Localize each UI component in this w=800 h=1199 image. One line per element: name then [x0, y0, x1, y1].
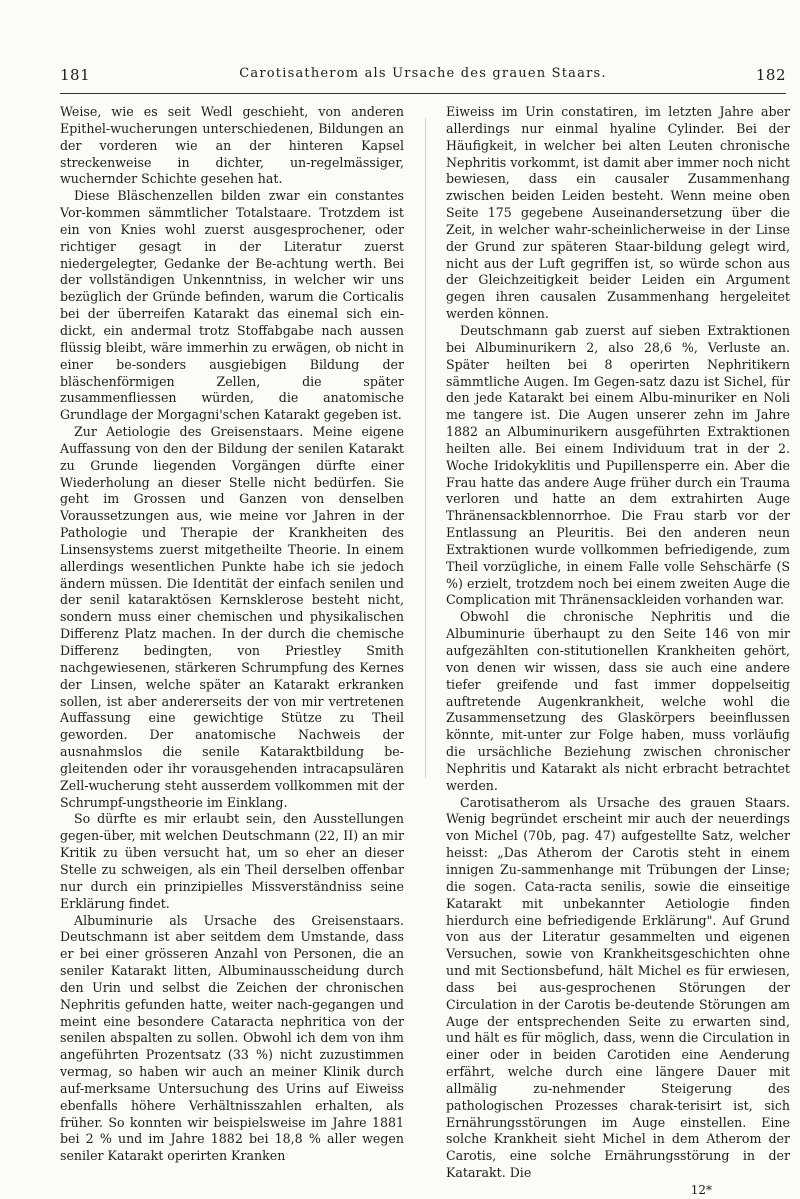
left-column [60, 104, 404, 1165]
paragraph: So dürfte es mir erlaubt sein, den Ausstellungen gegen-über, mit welchen Deutschmann (22, II) an mir Kritik zu üben versucht hat, um so eher an dieser Stelle zu schweigen, als ein Theil derselben offenbar nur durch ein prinzipielles Missverständniss seine Erklärung findet. [60, 811, 404, 911]
page-number-left: 181 [60, 66, 91, 84]
paragraph: Diese Bläschenzellen bilden zwar ein constantes Vor-kommen sämmtlicher Totalstaare. Trotzdem ist ein von Knies wohl zuerst ausgesprochener, oder richtiger gesagt in der Literatur zuerst niedergelegter, Gedanke der Be-achtung werth. Bei der vollständigen Unkenntniss, in welcher wir uns bezüglich der Gründe befinden, warum die Corticalis bei der überreifen Katarakt das einemal sich ein-dickt, ein andermal trotz Stoffabgabe nach aussen flüssig bleibt, wäre immerhin zu erwägen, ob nicht in einer be-sonders ausgiebigen Bildung der bläschenförmigen Zellen, die später zusammenfliessen würden, die anatomische Grundlage der Morgagni'schen Katarakt gegeben ist. [60, 188, 404, 423]
paragraph: Zur Aetiologie des Greisenstaars. Meine eigene Auffassung von den der Bildung der senilen Katarakt zu Grunde liegenden Vorgängen dürfte einer Wiederholung an dieser Stelle nicht bedürfen. Sie geht im Grossen und Ganzen von denselben Voraussetzungen aus, wie meine vor Jahren in der Pathologie und Therapie der Krankheiten des Linsensystems zuerst mitgetheilte Theorie. In einem allerdings wesentlichen Punkte habe ich sie jedoch ändern müssen. Die Identität der einfach senilen und der senil kataraktösen Kernsklerose besteht nicht, sondern muss einer chemischen und physikalischen Differenz Platz machen. In der durch die chemische Differenz bedingten, von Priestley Smith nachgewiesenen, stärkeren Schrumpfung des Kernes der Linsen, welche später an Katarakt erkranken sollen, ist aber andererseits der von mir vertretenen Auffassung eine gewichtige Stütze zu Theil geworden. Der anatomische Nachweis der ausnahmslos die senile Kataraktbildung be-gleitenden oder ihr vorausgehenden intracapsulären Zell-wucherung steht ausserdem vollkommen mit der Schrumpf-ungstheorie im Einklang. [60, 424, 404, 810]
paragraph: Carotisatherom als Ursache des grauen Staars. Wenig begründet erscheint mir auch der neuerdings von Michel (70b, pag. 47) aufgestellte Satz, welcher heisst: „Das Atherom der Carotis steht in einem innigen Zu-sammenhange mit Trübungen der Linse; die sogen. Cata-racta senilis, sowie die einseitige Katarakt mit unbekannter Aetiologie finden hierdurch eine befriedigende Erklärung". Auf Grund von aus der Literatur gesammelten und eigenen Versuchen, sowie von Krankheitsgeschichten ohne und mit Sectionsbefund, hält Michel es für erwiesen, dass bei aus-gesprochenen Störungen der Circulation in der Carotis be-deutende Störungen am Auge der entsprechenden Seite zu erwarten sind, und hält es für möglich, dass, wenn die Circulation in einer oder in beiden Carotiden eine Aenderung erfährt, welche durch eine längere Dauer mit allmälig zu-nehmender Steigerung des pathologischen Prozesses charak-terisirt ist, sich Ernährungsstörungen im Auge einstellen. Eine solche Krankheit sieht Michel in dem Atherom der Carotis, eine solche Ernährungsstörung in der Katarakt. Die [446, 794, 790, 1181]
running-header [60, 66, 786, 92]
paragraph: Deutschmann gab zuerst auf sieben Extraktionen bei Albuminurikern 2, also 28,6 %, Verluste an. Später heilten bei 8 operirten Nephritikern sämmtliche Augen. Im Gegen-satz dazu ist Sichel, für den jede Katarakt bei einem Albu-minuriker en Noli me tangere ist. Die Augen unserer zehn im Jahre 1882 an Albuminurikern ausgeführten Extraktionen heilten alle. Bei einem Individuum trat in der 2. Woche Iridokyklitis und Pupillensperre ein. Aber die Frau hatte das andere Auge früher durch ein Trauma verloren und hatte an dem extrahirten Auge Thränensackblennorrhoe. Die Frau starb vor der Entlassung an Pleuritis. Bei den anderen neun Extraktionen wurde vollkommen befriedigende, zum Theil vorzügliche, in einem Falle volle Sehschärfe (S %) erzielt, trotzdem noch bei einem zweiten Auge die Complication mit Thränensackleiden vorhanden war. [446, 322, 790, 608]
paragraph: Albuminurie als Ursache des Greisenstaars. Deutschmann ist aber seitdem dem Umstande, dass er bei einer grösseren Anzahl von Personen, die an seniler Katarakt litten, Albuminausscheidung durch den Urin und selbst die Zeichen der chronischen Nephritis gefunden hatte, weiter nach-gegangen und meint eine besondere Cataracta nephritica von der senilen abspalten zu sollen. Obwohl ich dem von ihm angeführten Prozentsatz (33 %) nicht zuzustimmen vermag, so haben wir auch an meiner Klinik durch auf-merksame Untersuchung des Urins auf Eiweiss ebenfalls höhere Verhältnisszahlen erhalten, als früher. So konnten wir beispielsweise im Jahre 1881 bei 2 % und im Jahre 1882 bei 18,8 % aller wegen seniler Katarakt operirten Kranken [60, 912, 404, 1164]
paragraph: Eiweiss im Urin constatiren, im letzten Jahre aber allerdings nur einmal hyaline Cylinder. Bei der Häufigkeit, in welcher bei alten Leuten chronische Nephritis vorkommt, ist damit aber immer noch nicht bewiesen, dass ein causaler Zusammenhang zwischen beiden Leiden besteht. Wenn meine oben Seite 175 gegebene Auseinandersetzung über die Zeit, in welcher wahr-scheinlicherweise in der Linse der Grund zur späteren Staar-bildung gelegt wird, nicht aus der Luft gegriffen ist, so würde schon aus der Gleichzeitigkeit beider Leiden ein Argument gegen ihren causalen Zusammenhang hergeleitet werden können. [446, 104, 790, 322]
column-divider [425, 118, 426, 778]
paragraph: Obwohl die chronische Nephritis und die Albuminurie überhaupt zu den Seite 146 von mir aufgezählten con-stitutionellen Krankheiten gehört, von denen wir wissen, dass sie auch eine andere tiefer greifende und fast immer doppelseitig auftretende Augenkrankheit, welche wohl die Zusammensetzung des Glaskörpers beeinflussen könnte, mit-unter zur Folge haben, muss vorläufig die ursächliche Beziehung zwischen chronischer Nephritis und Katarakt als nicht erbracht betrachtet werden. [446, 609, 790, 793]
running-title: Carotisatherom als Ursache des grauen Staars. [239, 66, 607, 81]
right-column [446, 104, 790, 1199]
signature-mark: 12* [690, 1183, 712, 1197]
header-rule [60, 93, 786, 94]
paragraph: Weise, wie es seit Wedl geschieht, von anderen Epithel-wucherungen unterschiedenen, Bildungen an der vorderen wie an der hinteren Kapsel streckenweise in dichter, un-regelmässiger, wuchernder Schichte gesehen hat. [60, 104, 404, 187]
page-number-right: 182 [755, 66, 786, 84]
